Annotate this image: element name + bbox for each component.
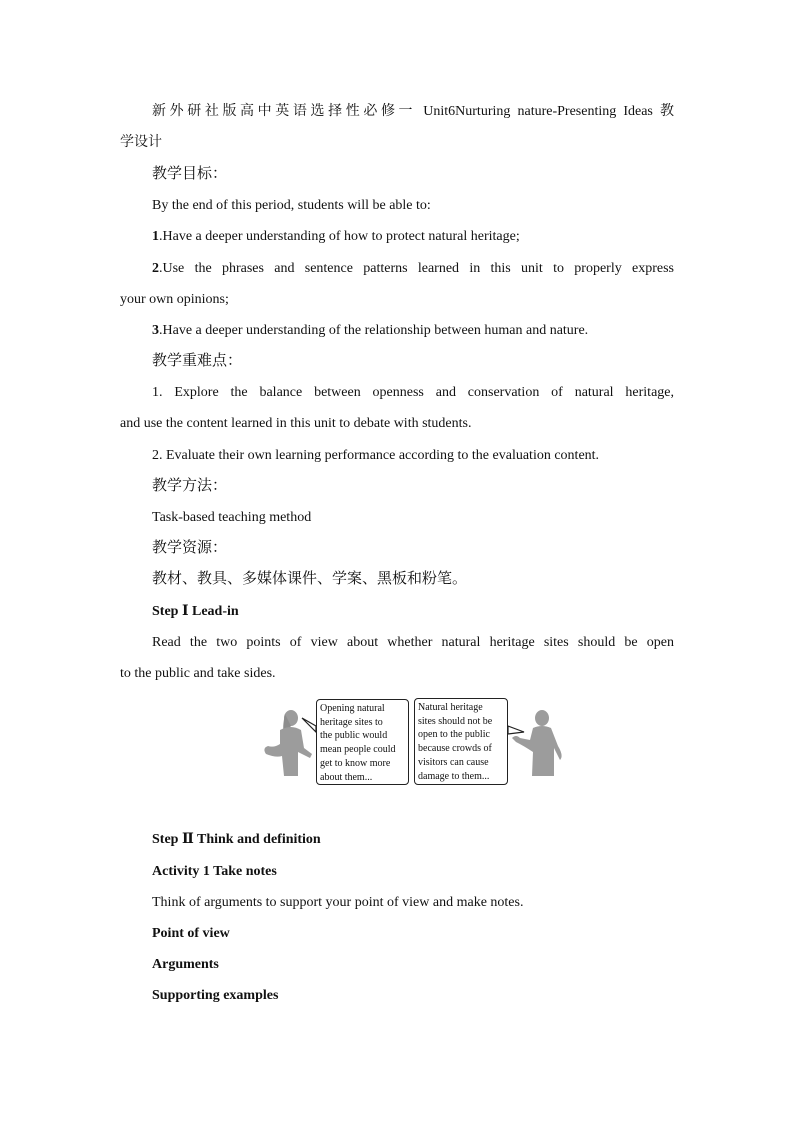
bubble-text-line: because crowds of	[418, 743, 492, 755]
activity1-instruction: Think of arguments to support your point of view and make notes.	[152, 895, 524, 910]
objective-number: 2	[152, 261, 159, 276]
label-arguments: Arguments	[152, 957, 219, 972]
methods-heading: 教学方法：	[152, 478, 228, 494]
objective-text: .Use the phrases and sentence patterns learned in this unit to properly express	[159, 261, 674, 276]
bubble-text-line: Opening natural	[320, 703, 385, 714]
speech-bubble-right	[414, 698, 508, 785]
bubble-text-line: get to know more	[320, 757, 391, 769]
objective-text: .Have a deeper understanding of the relationship between human and nature.	[159, 323, 589, 338]
bubble-text-line: sites should not be	[418, 715, 493, 727]
key-points-heading: 教学重难点：	[152, 353, 243, 369]
bubble-text-line: visitors can cause	[418, 756, 489, 768]
woman-silhouette-icon	[254, 696, 570, 788]
bubble-text-line: open to the public	[418, 729, 490, 741]
resources-text: 教材、教具、多媒体课件、学案、黑板和粉笔。	[152, 571, 468, 587]
key-point-1-line2: and use the content learned in this unit to debate with students.	[120, 416, 472, 431]
step1-line2: to the public and take sides.	[120, 666, 276, 681]
objective-item-1	[120, 221, 674, 252]
step1-heading: Step Ⅰ Lead-in	[152, 604, 239, 619]
bubble-text-line: heritage sites to	[320, 716, 383, 728]
key-point-1-line1: 1. Explore the balance between openness and conservation of natural heritage,	[152, 385, 674, 400]
objective-item-2	[120, 253, 674, 284]
document-title-line2: 学设计	[120, 135, 162, 150]
bubble-text-line: mean people could	[320, 744, 396, 756]
label-point-of-view: Point of view	[152, 926, 230, 941]
activity1-heading: Activity 1 Take notes	[152, 864, 277, 879]
objectives-heading: 教学目标：	[152, 166, 228, 182]
bubble-text-line: Natural heritage	[418, 702, 483, 713]
key-point-2: 2. Evaluate their own learning performance according to the evaluation content.	[152, 448, 600, 463]
step1-line1: Read the two points of view about whether natural heritage sites should be open	[152, 635, 674, 650]
debate-illustration	[254, 696, 570, 788]
objective-number: 1	[152, 229, 159, 244]
objective-item-3	[120, 315, 674, 346]
document-title-line1: 新外研社版高中英语选择性必修一 Unit6Nurturing nature-Presenting Ideas 教	[152, 104, 674, 119]
objective-item-2-cont: your own opinions;	[120, 292, 229, 307]
objectives-intro: By the end of this period, students will be able to:	[152, 198, 431, 213]
objective-text: .Have a deeper understanding of how to protect natural heritage;	[159, 229, 520, 244]
bubble-text-line: damage to them...	[418, 770, 490, 782]
methods-text: Task-based teaching method	[152, 510, 312, 525]
bubble-text-line: about them...	[320, 771, 373, 783]
objective-number: 3	[152, 323, 159, 338]
label-supporting-examples: Supporting examples	[152, 988, 279, 1003]
step2-heading: Step Ⅱ Think and definition	[152, 832, 321, 847]
resources-heading: 教学资源：	[152, 540, 228, 556]
speech-bubble-left	[316, 699, 409, 785]
bubble-text-line: the public would	[320, 730, 388, 742]
